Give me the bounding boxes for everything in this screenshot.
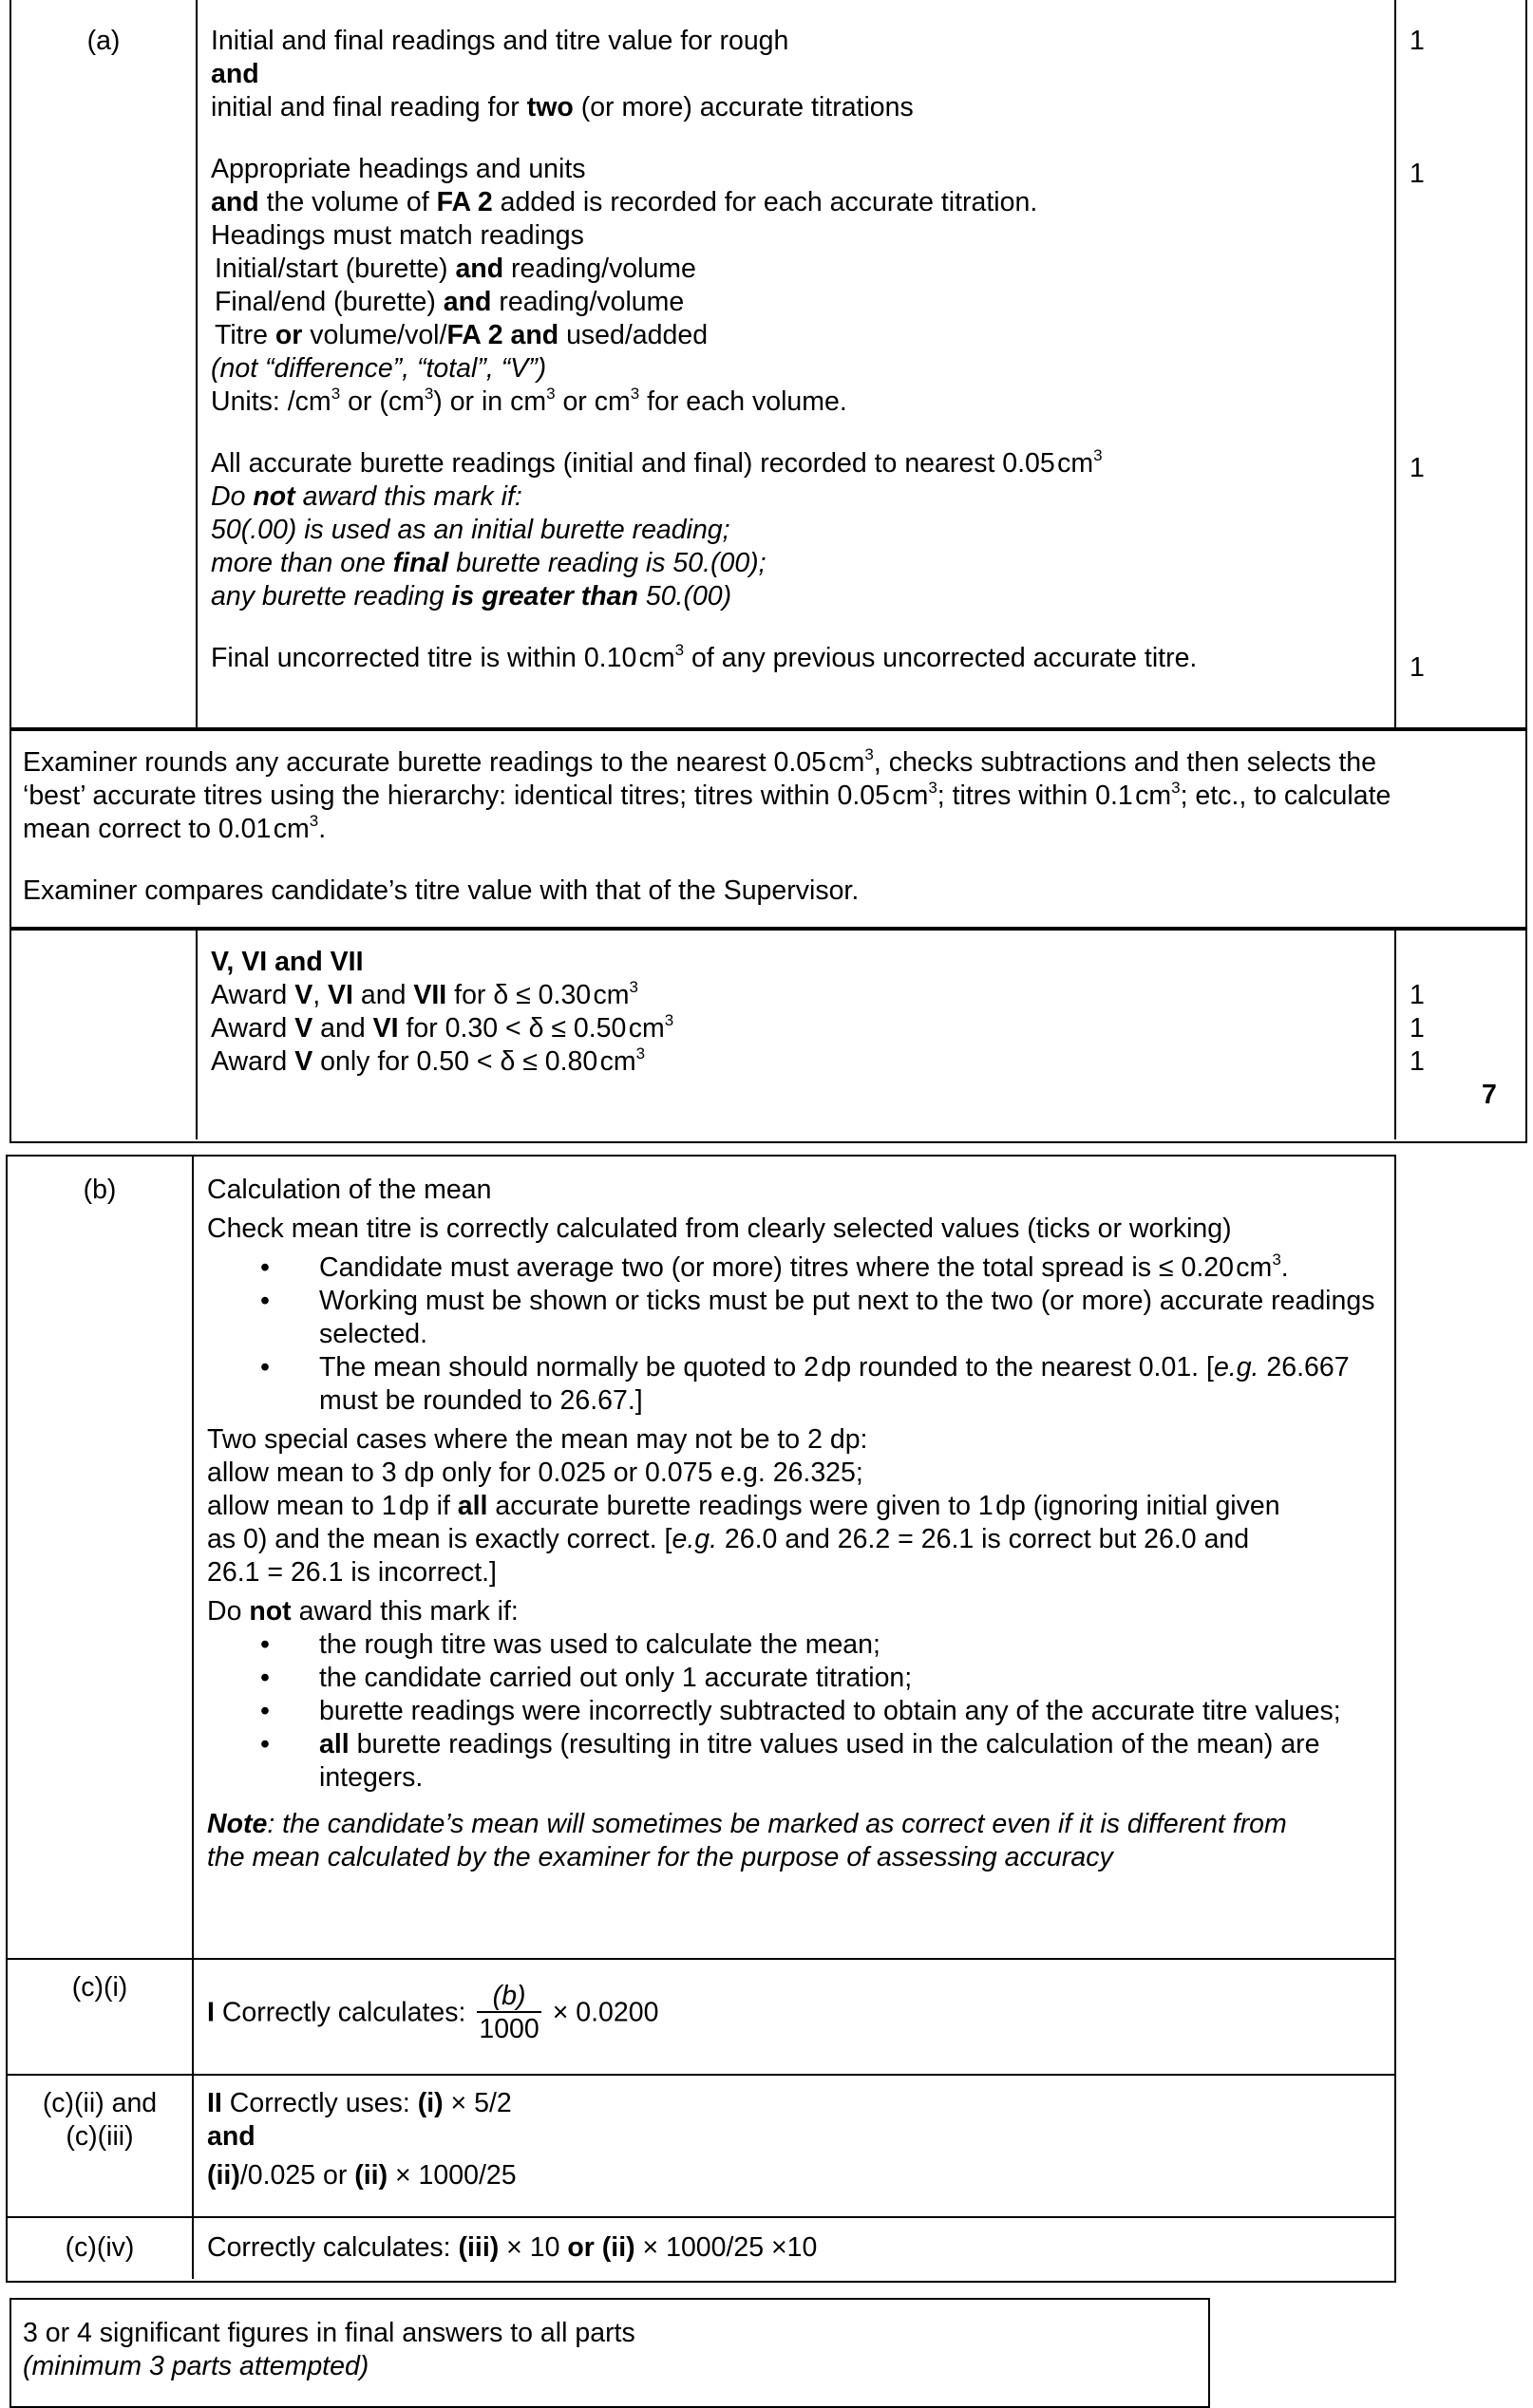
civ-line: Correctly calculates: (iii) × 10 or (ii) × 1000/25 ×10 bbox=[207, 2232, 818, 2263]
section-a-criteria bbox=[211, 25, 1197, 675]
cii-and: and bbox=[207, 2121, 256, 2152]
special-cases-heading: Two special cases where the mean may not be to 2 dp: bbox=[207, 1424, 868, 1455]
criterion-nearest-005: All accurate burette readings (initial and final) recorded to nearest 0.05 $cm^3$ bbox=[211, 445, 1103, 479]
criterion-accurate-readings: initial and final reading for two (or more) accurate titrations bbox=[211, 92, 914, 122]
do-not-award-heading: Do not award this mark if: bbox=[207, 1596, 519, 1627]
row-divider-civ bbox=[6, 2216, 1396, 2218]
exclusion-one-titration: • the candidate carried out only 1 accurate titration; bbox=[207, 1662, 1375, 1695]
mean-rule-spread: • Candidate must average two (or more) titres where the total spread is ≤ 0.20 $cm^3$. bbox=[207, 1251, 1375, 1285]
section-civ-content bbox=[207, 2231, 817, 2265]
mean-rule-working: • Working must be shown or ticks must be put next to the two (or more) accurate readings selected. bbox=[207, 1285, 1375, 1351]
accuracy-divider-right bbox=[1394, 927, 1396, 1139]
cii-line-1: II Correctly uses: (i) × 5/2 bbox=[207, 2088, 512, 2118]
row-divider-cii bbox=[6, 2074, 1396, 2076]
total-marks: 7 bbox=[1482, 1080, 1497, 1110]
heading-final: Final/end (burette) and reading/volume bbox=[215, 287, 685, 317]
criterion-units: Units: $/cm^3$ or $(cm^3)$ or in $cm^3$ or $cm^3$ for each volume. bbox=[211, 384, 847, 417]
criterion-rough-readings: Initial and final readings and titre value for rough bbox=[211, 26, 789, 56]
accuracy-line-1: Award V, VI and VII for δ ≤ 0.30 $cm^3$ bbox=[211, 977, 638, 1010]
section-civ-label: (c)(iv) bbox=[65, 2232, 135, 2263]
accuracy-line-3: Award V only for 0.50 < δ ≤ 0.80 $cm^3$ bbox=[211, 1044, 646, 1077]
examiner-note bbox=[23, 746, 1391, 908]
mean-note-line-1: Note: the candidate’s mean will sometimes be marked as correct even if it is different from bbox=[207, 1809, 1287, 1839]
accuracy-line-2: Award V and VI for 0.30 < δ ≤ 0.50 $cm^3$ bbox=[211, 1010, 674, 1044]
section-ci-label: (c)(i) bbox=[71, 1972, 128, 2003]
section-cii-label-line-2: (c)(iii) bbox=[66, 2121, 134, 2152]
criterion-exclusion-initial: 50(.00) is used as an initial burette reading; bbox=[211, 515, 730, 545]
section-a-divider-right bbox=[1394, 0, 1396, 727]
exclusion-rough: • the rough titre was used to calculate the mean; bbox=[207, 1628, 1375, 1662]
row-divider-ci bbox=[6, 1958, 1396, 1960]
criterion-volume-recorded: and the volume of FA 2 added is recorded for each accurate titration. bbox=[211, 187, 1038, 217]
section-b-intro: Check mean titre is correctly calculated from clearly selected values (ticks or working) bbox=[207, 1213, 1232, 1244]
criterion-uncorrected-titre: Final uncorrected titre is within 0.10 $cm^3$ of any previous uncorrected accurate titre. bbox=[211, 640, 1198, 673]
mark-a-2: 1 bbox=[1410, 159, 1425, 189]
accuracy-divider-left bbox=[196, 927, 198, 1139]
ci-numerator: (b) bbox=[492, 1981, 526, 2011]
section-b-title: Calculation of the mean bbox=[207, 1175, 492, 1205]
ci-tail: × 0.0200 bbox=[552, 1997, 659, 2028]
section-cii-label bbox=[8, 2087, 192, 2154]
exclusion-integers: • all burette readings (resulting in titre values used in the calculation of the mean) are integers. bbox=[207, 1728, 1375, 1795]
ci-denominator: 1000 bbox=[477, 2011, 540, 2045]
examiner-note-line-2: ‘best’ accurate titres using the hierarchy: identical titres; titres within 0.05 $cm^3$; titres within 0.1 $cm^3$; etc., to calculate bbox=[23, 778, 1391, 811]
criterion-headings-units: Appropriate headings and units bbox=[211, 154, 586, 184]
mark-a-1: 1 bbox=[1410, 26, 1425, 56]
mean-rule-2dp: • The mean should normally be quoted to 2 dp rounded to the nearest 0.01. [e.g. 26.667 must be rounded to 26.67.] bbox=[207, 1351, 1375, 1418]
criterion-do-not-award: Do not award this mark if: bbox=[211, 481, 522, 512]
section-cii-content bbox=[207, 2087, 517, 2192]
examiner-note-supervisor: Examiner compares candidate’s titre value with that of the Supervisor. bbox=[23, 875, 860, 906]
special-case-1dp-end: 26.1 = 26.1 is incorrect.] bbox=[207, 1557, 497, 1588]
examiner-note-line-3: mean correct to 0.01 $cm^3$. bbox=[23, 811, 327, 844]
special-case-1dp-cont: as 0) and the mean is exactly correct. [e.g. 26.0 and 26.2 = 26.1 is correct but 26.0 and bbox=[207, 1524, 1250, 1554]
section-bc-divider bbox=[192, 1155, 194, 2279]
section-a-label: (a) bbox=[86, 26, 121, 56]
mark-accuracy-3: 1 bbox=[1410, 1046, 1425, 1077]
section-a-divider-left bbox=[196, 0, 198, 727]
ci-text: I Correctly calculates: bbox=[207, 1997, 466, 2028]
mean-note-line-2: the mean calculated by the examiner for the purpose of assessing accuracy bbox=[207, 1842, 1113, 1872]
examiner-note-line-1: Examiner rounds any accurate burette readings to the nearest 0.05 $cm^3$, checks subtractions and then selects the bbox=[23, 744, 1376, 778]
section-ci-content bbox=[207, 1981, 658, 2045]
exclusion-subtraction: • burette readings were incorrectly subtracted to obtain any of the accurate titre values; bbox=[207, 1695, 1375, 1728]
mark-accuracy-2: 1 bbox=[1410, 1013, 1425, 1044]
cii-line-2: (ii)/0.025 or (ii) × 1000/25 bbox=[207, 2160, 517, 2191]
criterion-and: and bbox=[211, 59, 259, 89]
mark-a-3: 1 bbox=[1410, 453, 1425, 483]
section-b-label: (b) bbox=[83, 1175, 117, 1205]
heading-initial: Initial/start (burette) and reading/volume bbox=[215, 254, 696, 284]
special-case-3dp: allow mean to 3 dp only for 0.025 or 0.075 e.g. 26.325; bbox=[207, 1458, 863, 1488]
sigfig-line-1: 3 or 4 significant figures in final answers to all parts bbox=[23, 2318, 635, 2348]
section-cii-label-line-1: (c)(ii) and bbox=[42, 2088, 158, 2118]
accuracy-criteria bbox=[211, 946, 673, 1079]
heading-not-allowed: (not “difference”, “total”, “V”) bbox=[211, 353, 547, 384]
special-case-1dp: allow mean to 1 dp if all accurate burette readings were given to 1 dp (ignoring initial given bbox=[207, 1491, 1280, 1521]
criterion-exclusion-final: more than one final burette reading is 50.(00); bbox=[211, 548, 766, 578]
criterion-headings-match: Headings must match readings bbox=[211, 220, 584, 251]
section-b-content bbox=[207, 1174, 1375, 1874]
heading-titre: Titre or volume/vol/FA 2 and used/added bbox=[215, 320, 709, 350]
sigfig-line-2: (minimum 3 parts attempted) bbox=[23, 2351, 369, 2381]
criterion-exclusion-greater: any burette reading is greater than 50.(00) bbox=[211, 581, 732, 611]
mark-accuracy-1: 1 bbox=[1410, 980, 1425, 1010]
accuracy-heading: V, VI and VII bbox=[211, 947, 364, 977]
ci-fraction bbox=[477, 1981, 540, 2045]
mark-a-4: 1 bbox=[1410, 652, 1425, 683]
sigfig-content bbox=[23, 2317, 635, 2383]
